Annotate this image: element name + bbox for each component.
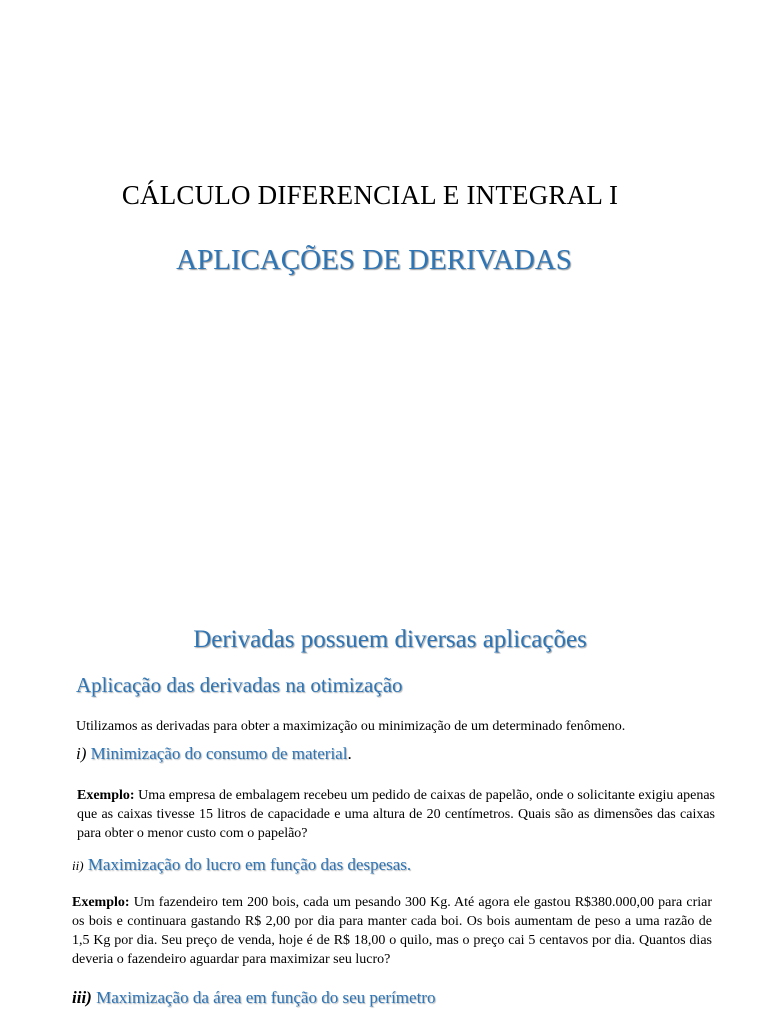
list-item-1 — [76, 744, 352, 764]
list-item-3 — [72, 988, 435, 1008]
item-title: Minimização do consumo de material — [90, 744, 348, 763]
intro-text: Utilizamos as derivadas para obter a maximização ou minimização de um determinado fenômeno. — [76, 719, 626, 734]
example-label: Exemplo: — [77, 788, 135, 803]
example-paragraph-1 — [77, 786, 715, 843]
sub-heading: Aplicação das derivadas na otimização — [76, 673, 403, 697]
item-period: . — [347, 744, 352, 763]
example-label: Exemplo: — [72, 895, 130, 910]
example-text: Uma empresa de embalagem recebeu um pedido de caixas de papelão, onde o solicitante exigiu apenas que as caixas tivesse 15 litros de capacidade e uma altura de 20 centímetros. Quais são as dimensões das caixas para obter o menor custo com o papelão? — [77, 788, 715, 841]
item-title: Maximização do lucro em função das despesas. — [87, 855, 412, 874]
list-item-2 — [72, 855, 411, 875]
example-paragraph-2 — [72, 893, 712, 969]
section-heading: Derivadas possuem diversas aplicações — [193, 626, 587, 653]
item-numeral: iii) — [72, 988, 92, 1007]
item-numeral: ii) — [72, 858, 84, 873]
course-title: CÁLCULO DIFERENCIAL E INTEGRAL I — [121, 180, 619, 210]
item-numeral: i) — [76, 744, 87, 763]
document-title: APLICAÇÕES DE DERIVADAS — [176, 244, 572, 276]
item-title: Maximização da área em função do seu perímetro — [96, 988, 436, 1007]
example-text: Um fazendeiro tem 200 bois, cada um pesando 300 Kg. Até agora ele gastou R$380.000,00 para criar os bois e continuara gastando R$ 2,00 por dia para manter cada boi. Os bois aumentam de peso a uma razão de 1,5 Kg por dia. Seu preço de venda, hoje é de R$ 18,00 o quilo, mas o preço cai 5 centavos por dia. Quantos dias deveria o fazendeiro aguardar para maximizar seu lucro? — [72, 895, 713, 967]
